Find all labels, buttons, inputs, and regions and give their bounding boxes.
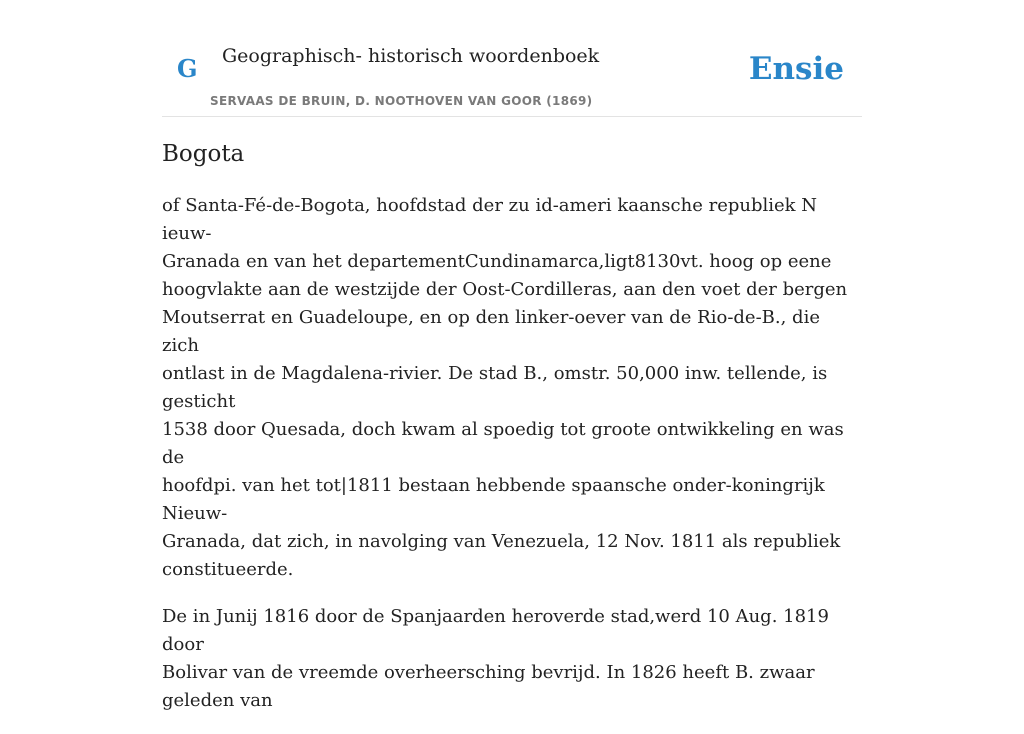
entry-body xyxy=(162,192,862,734)
text-line: hoofdpi. van het tot|1811 bestaan hebbende spaansche onder-koningrijk Nieuw- xyxy=(162,475,825,524)
book-title[interactable]: Geographisch- historisch woordenboek xyxy=(222,45,600,67)
entry-paragraph xyxy=(162,603,862,715)
text-line: De in Junij 1816 door de Spanjaarden heroverde stad,werd 10 Aug. 1819 door xyxy=(162,606,829,655)
book-author: SERVAAS DE BRUIN, D. NOOTHOVEN VAN GOOR (1869) xyxy=(210,94,593,108)
header xyxy=(162,0,862,117)
text-line: Granada, dat zich, in navolging van Venezuela, 12 Nov. 1811 als republiek xyxy=(162,531,841,552)
text-line: of Santa-Fé-de-Bogota, hoofdstad der zu id-ameri kaansche republiek N ieuw- xyxy=(162,195,818,244)
text-line: Granada en van het departementCundinamarca,ligt8130vt. hoog op eene xyxy=(162,251,832,272)
entry-title: Bogota xyxy=(162,141,245,167)
text-line: 1538 door Quesada, doch kwam al spoedig tot groote ontwikkeling en was de xyxy=(162,419,844,468)
book-logo-icon[interactable]: G xyxy=(177,54,198,83)
brand-logo[interactable]: Ensie xyxy=(748,51,844,87)
text-line: Moutserrat en Guadeloupe, en op den linker-oever van de Rio-de-B., die zich xyxy=(162,307,820,356)
text-line: hoogvlakte aan de westzijde der Oost-Cordilleras, aan den voet der bergen xyxy=(162,279,848,300)
text-line: ontlast in de Magdalena-rivier. De stad B., omstr. 50,000 inw. tellende, is gesticht xyxy=(162,363,828,412)
text-line: constitueerde. xyxy=(162,559,294,580)
text-line: Bolivar van de vreemde overheersching bevrijd. In 1826 heeft B. zwaar geleden van xyxy=(162,662,815,711)
entry-paragraph xyxy=(162,192,862,584)
